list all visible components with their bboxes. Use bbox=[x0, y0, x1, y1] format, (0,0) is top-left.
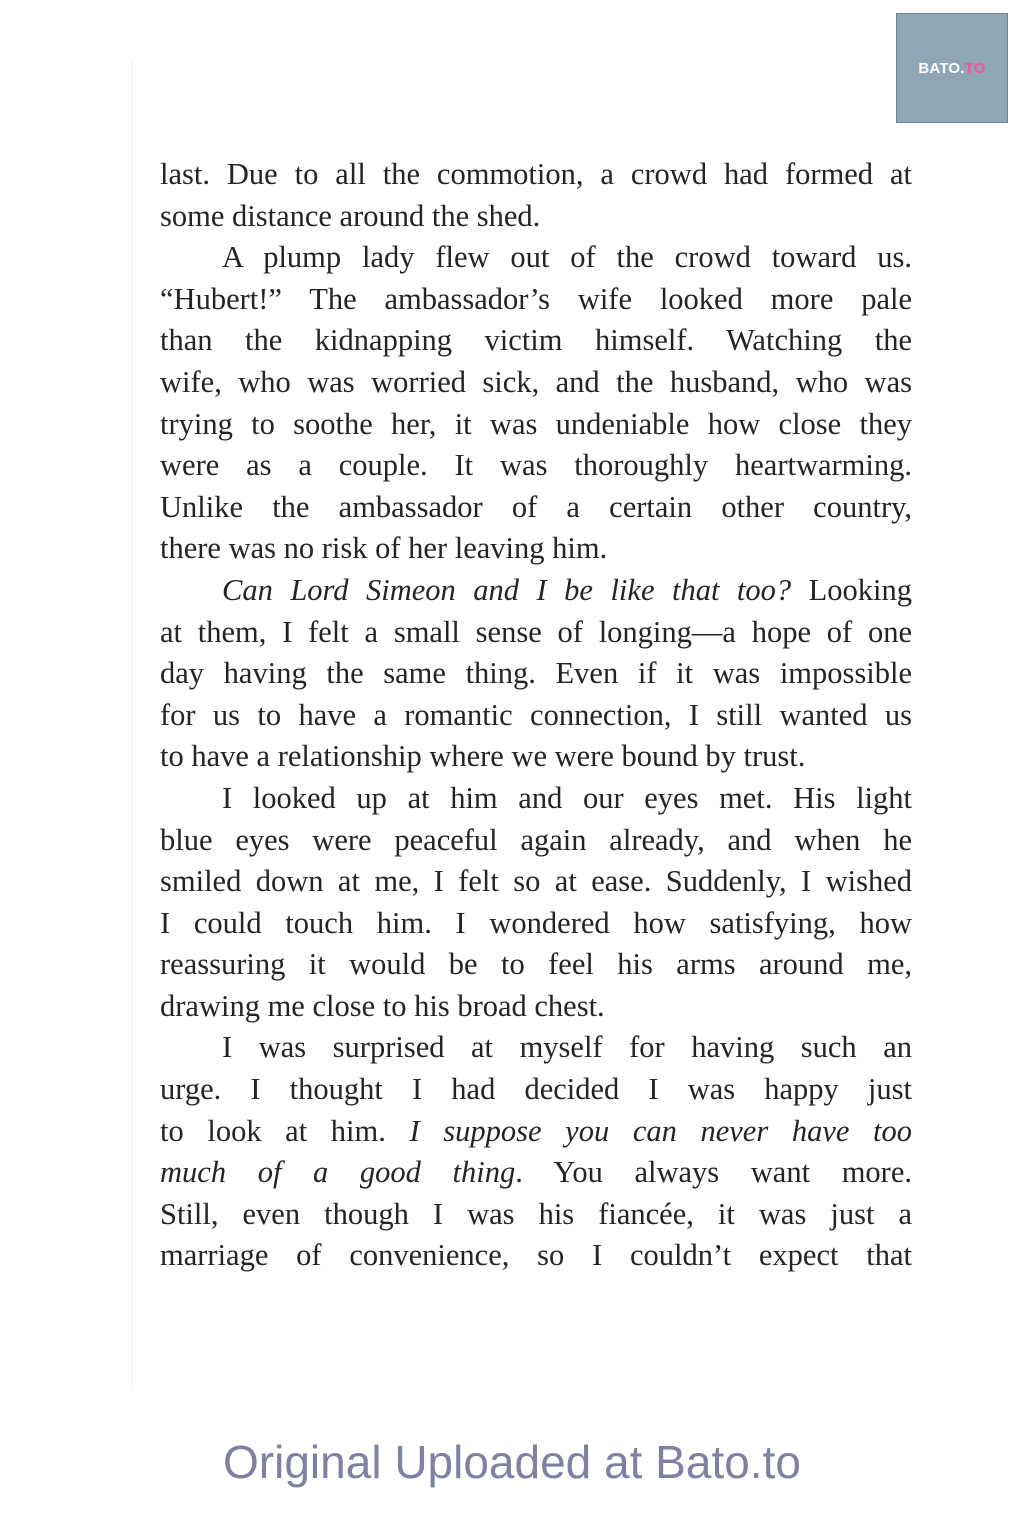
text-run: I could touch him. I wondered how satisfying, how bbox=[160, 905, 912, 940]
text-run: smiled down at me, I felt so at ease. Suddenly, I wished bbox=[160, 864, 912, 899]
text-line bbox=[160, 986, 912, 1028]
text-line bbox=[160, 778, 912, 820]
text-line bbox=[160, 320, 912, 362]
scan-edge bbox=[132, 60, 133, 1390]
text-line bbox=[160, 695, 912, 737]
text-run: marriage of convenience, so I couldn’t expect that bbox=[160, 1238, 912, 1273]
italic-text: much of a good thing bbox=[160, 1155, 516, 1190]
text-line bbox=[160, 1069, 912, 1111]
text-run: were as a couple. It was thoroughly heartwarming. bbox=[160, 448, 912, 483]
text-run: urge. I thought I had decided I was happy just bbox=[160, 1072, 912, 1107]
text-line bbox=[160, 445, 912, 487]
watermark-suffix: TO bbox=[964, 59, 986, 77]
text-run: “Hubert!” The ambassador’s wife looked more pale bbox=[160, 281, 912, 316]
watermark-prefix: BATO. bbox=[918, 59, 965, 77]
text-line bbox=[160, 944, 912, 986]
text-line bbox=[160, 1194, 912, 1236]
text-line bbox=[160, 154, 912, 196]
text-line bbox=[160, 487, 912, 529]
text-line bbox=[160, 1027, 912, 1069]
text-line bbox=[160, 196, 912, 238]
text-run: A plump lady flew out of the crowd toward us. bbox=[222, 240, 912, 275]
italic-text: Can Lord Simeon and I be like that too? bbox=[222, 572, 792, 607]
text-line bbox=[160, 612, 912, 654]
text-run: at them, I felt a small sense of longing—a hope of one bbox=[160, 614, 912, 649]
text-run: day having the same thing. Even if it was impossible bbox=[160, 656, 912, 691]
text-run: blue eyes were peaceful again already, and when he bbox=[160, 822, 912, 857]
text-line bbox=[160, 528, 912, 570]
text-line bbox=[160, 820, 912, 862]
text-run: than the kidnapping victim himself. Watching the bbox=[160, 323, 912, 358]
text-line bbox=[160, 861, 912, 903]
text-line bbox=[160, 404, 912, 446]
text-run: Looking bbox=[791, 572, 912, 607]
text-line bbox=[160, 1235, 912, 1277]
text-line bbox=[160, 736, 912, 778]
text-run: to look at him. bbox=[160, 1113, 410, 1148]
page-body-text bbox=[160, 154, 912, 1277]
text-line bbox=[160, 1111, 912, 1153]
upload-credit-footer: Original Uploaded at Bato.to bbox=[223, 1436, 801, 1488]
text-run: for us to have a romantic connection, I still wanted us bbox=[160, 697, 912, 732]
text-line bbox=[160, 362, 912, 404]
text-line bbox=[160, 279, 912, 321]
text-run: there was no risk of her leaving him. bbox=[160, 531, 608, 566]
text-run: drawing me close to his broad chest. bbox=[160, 988, 605, 1023]
text-run: last. Due to all the commotion, a crowd had formed at bbox=[160, 157, 912, 191]
italic-text: I suppose you can never have too bbox=[409, 1113, 912, 1148]
text-line bbox=[160, 653, 912, 695]
text-run: I looked up at him and our eyes met. His light bbox=[222, 780, 912, 815]
text-run: trying to soothe her, it was undeniable how close they bbox=[160, 406, 912, 441]
bato-watermark-badge bbox=[896, 13, 1008, 123]
text-run: . You always want more. bbox=[515, 1155, 912, 1190]
text-line bbox=[160, 903, 912, 945]
text-run: I was surprised at myself for having such an bbox=[222, 1030, 912, 1065]
text-run: to have a relationship where we were bound by trust. bbox=[160, 739, 806, 774]
text-line bbox=[160, 1152, 912, 1194]
text-run: Still, even though I was his fiancée, it was just a bbox=[160, 1196, 912, 1231]
text-run: some distance around the shed. bbox=[160, 198, 541, 233]
text-run: reassuring it would be to feel his arms around me, bbox=[160, 947, 912, 982]
text-run: Unlike the ambassador of a certain other country, bbox=[160, 489, 912, 524]
text-line bbox=[160, 570, 912, 612]
text-run: wife, who was worried sick, and the husband, who was bbox=[160, 364, 912, 399]
text-line bbox=[160, 237, 912, 279]
